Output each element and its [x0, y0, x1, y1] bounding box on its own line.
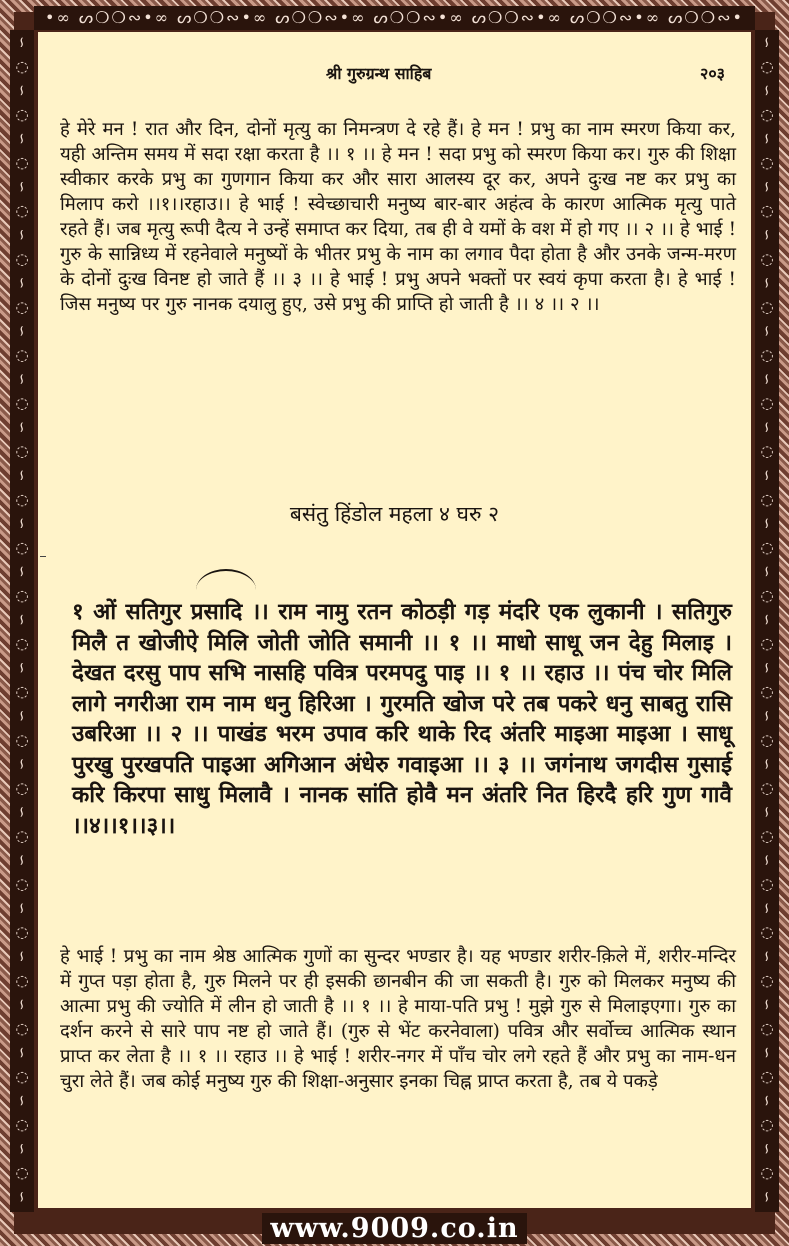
- footer-website-link[interactable]: [0, 1212, 789, 1246]
- left-ornament: ∽ ◌ ∽ ◌ ∽ ◌ ∽ ◌ ∽ ◌ ∽ ◌ ∽ ◌ ∽ ◌ ∽ ◌ ∽ ◌ ∽ ◌ ∽ ◌ ∽ ◌ ∽ ◌ ∽ ◌ ∽ ◌ ∽ ◌ ∽ ◌ ∽ ◌ ∽ ◌ ∽ ◌ ∽ ◌ ∽ ◌ ∽ ◌ ∽: [10, 30, 34, 1212]
- gurbani-verse: १ ओं सतिगुर प्रसादि ।। राम नामु रतन कोठड़ी गड़ मंदरि एक लुकानी । सतिगुरु मिलै त खोजीऐ मिलि जोती जोति समानी ।। १ ।। माधो साधू जन देहु मिलाइ । देखत दरसु पाप सभि नासहि पवित्र परमपदु पाइ ।। १ ।। रहाउ ।। पंच चोर मिलि लागे नगरीआ राम नाम धनु हिरिआ । गुरमति खोज परे तब पकरे धनु साबतु रासि उबरिआ ।। २ ।। पाखंड भरम उपाव करि थाके रिद अंतरि माइआ माइआ । साधू पुरखु पुरखपति पाइआ अगिआन अंधेरु गवाइआ ।। ३ ।। जगंनाथ जगदीस गुसाई करि किरपा साधु मिलावै । नानक सांति होवै मन अंतरि नित हिरदै हरि गुण गावै ।।४।।१।।३।।: [72, 599, 732, 839]
- page-title: श्री गुरुग्रन्थ साहिब: [326, 64, 432, 83]
- margin-mark: [40, 556, 46, 557]
- section-heading: बसंतु हिंडोल महला ४ घरु २: [289, 502, 500, 526]
- translation-paragraph-2: हे भाई ! प्रभु का नाम श्रेष्ठ आत्मिक गुणों का सुन्दर भण्डार है। यह भण्डार शरीर-क़िले में, शरीर-मन्दिर में गुप्त पड़ा होता है, गुरु मिलने पर ही इसकी छानबीन की जा सकती है। गुरु को मिलकर मनुष्य की आत्मा प्रभु की ज्योति में लीन हो जाती है ।। १ ।। हे माया-पति प्रभु ! मुझे गुरु से मिलाइएगा। गुरु का दर्शन करने से सारे पाप नष्ट हो जाते हैं। (गुरु से भेंट करनेवाला) पवित्र और सर्वोच्च आत्मिक स्थान प्राप्त कर लेता है ।। १ ।। रहाउ ।। हे भाई ! शरीर-नगर में पाँच चोर लगे रहते हैं और प्रभु का नाम-धन चुरा लेते हैं। जब कोई मनुष्य गुरु की शिक्षा-अनुसार इनका चिह्न प्राप्त करता है, तब ये पकड़े: [60, 946, 736, 1092]
- page-header: [38, 62, 751, 86]
- translation-paragraph-1: हे मेरे मन ! रात और दिन, दोनों मृत्यु का निमन्त्रण दे रहे हैं। हे मन ! प्रभु का नाम स्मरण किया कर, यही अन्तिम समय में सदा रक्षा करता है ।। १ ।। हे मन ! सदा प्रभु को स्मरण किया कर। गुरु की शिक्षा स्वीकार करके प्रभु का गुणगान किया कर और सारा आलस्य दूर कर, अपने दुःख नष्ट कर प्रभु का मिलाप करो ।।१।।रहाउ।। हे भाई ! स्वेच्छाचारी मनुष्य बार-बार अहंत्व के कारण आत्मिक मृत्यु पाते रहते हैं। जब मृत्यु रूपी दैत्य ने उन्हें समाप्त कर दिया, तब ही वे यमों के वश में हो गए ।। २ ।। हे भाई ! गुरु के सान्निध्य में रहनेवाले मनुष्यों के भीतर प्रभु के नाम का लगाव पैदा होता है और उनके जन्म-मरण के दोनों दुःख विनष्ट हो जाते हैं ।। ३ ।। हे भाई ! प्रभु अपने भक्तों पर स्वयं कृपा करता है। हे भाई ! जिस मनुष्य पर गुरु नानक दयालु हुए, उसे प्रभु की प्राप्ति हो जाती है ।। ४ ।। २ ।।: [60, 119, 736, 315]
- page-number: २०३: [700, 64, 725, 83]
- footer-url-text[interactable]: www.9009.co.in: [262, 1213, 526, 1244]
- top-ornament: •∞ ᔕ❍❍∾•∞ ᔕ❍❍∾•∞ ᔕ❍❍∾•∞ ᔕ❍❍∾•∞ ᔕ❍❍∾•∞ ᔕ❍❍∾•∞ ᔕ❍❍∾•: [34, 6, 755, 30]
- scripture-page: [38, 32, 751, 1208]
- right-ornament: ∽ ◌ ∽ ◌ ∽ ◌ ∽ ◌ ∽ ◌ ∽ ◌ ∽ ◌ ∽ ◌ ∽ ◌ ∽ ◌ ∽ ◌ ∽ ◌ ∽ ◌ ∽ ◌ ∽ ◌ ∽ ◌ ∽ ◌ ∽ ◌ ∽ ◌ ∽ ◌ ∽ ◌ ∽ ◌ ∽ ◌ ∽ ◌ ∽: [755, 30, 779, 1212]
